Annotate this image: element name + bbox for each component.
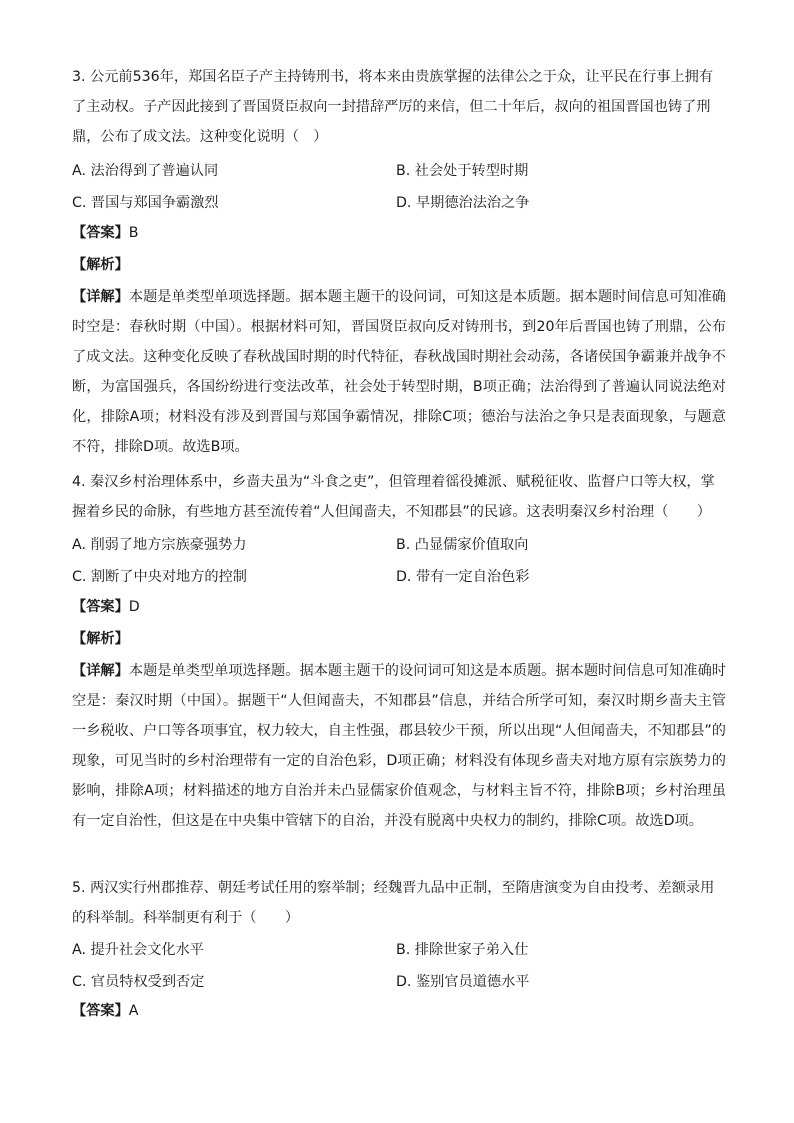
question-3-option-a: A. 法治得到了普遍认同 <box>72 163 219 179</box>
question-3-answer <box>72 218 139 248</box>
question-3-option-c: C. 晋国与郑国争霸激烈 <box>72 195 219 211</box>
question-4-analysis-label <box>72 624 129 654</box>
answer-value: D <box>128 599 140 615</box>
question-3-stem: 3. 公元前536年，郑国名臣子产主持铸刑书，将本来由贵族掌握的法律公之于众，让平民在行事上拥有了主动权。子产因此接到了晋国贤臣叔向一封措辞严厉的来信，但二十年后，叔向的祖国晋国也铸了刑鼎，公布了成文法。这种变化说明（ ） <box>72 69 714 145</box>
question-5-option-d: D. 鉴别官员道德水平 <box>396 974 530 990</box>
answer-label: 【答案】 <box>72 225 129 241</box>
question-4-option-b: B. 凸显儒家价值取向 <box>396 537 529 553</box>
answer-label: 【答案】 <box>72 599 129 615</box>
question-4-option-d: D. 带有一定自治色彩 <box>396 569 530 585</box>
detail-label: 【详解】 <box>72 663 129 679</box>
question-5-option-b: B. 排除世家子弟入仕 <box>396 942 529 958</box>
question-4-option-a: A. 削弱了地方宗族豪强势力 <box>72 537 247 553</box>
question-5-stem: 5. 两汉实行州郡推荐、朝廷考试任用的察举制；经魏晋九品中正制，至隋唐演变为自由投考、差额录用的科举制。科举制更有利于（ ） <box>72 880 715 926</box>
question-4-stem: 4. 秦汉乡村治理体系中，乡啬夫虽为“斗食之吏”，但管理着徭役摊派、赋税征收、监督户口等大权，掌握着乡民的命脉，有些地方甚至流传着“人但闻啬夫，不知郡县”的民谚。这表明秦汉乡村治理（ ） <box>72 474 715 520</box>
analysis-label: 【解析】 <box>72 631 129 647</box>
question-5-option-a: A. 提升社会文化水平 <box>72 942 204 958</box>
answer-value: A <box>128 1003 139 1019</box>
answer-value: B <box>128 225 139 241</box>
detail-text: 本题是单类型单项选择题。据本题主题干的设问词，可知这是本质题。据本题时间信息可知准确时空是：春秋时期（中国）。根据材料可知，晋国贤臣叔向反对铸刑书，到20年后晋国也铸了刑鼎，公布了成文法。这种变化反映了春秋战国时期的时代特征，春秋战国时期社会动荡，各诸侯国争霸兼并战争不断，为富国强兵，各国纷纷进行变法改革，社会处于转型时期，B项正确；法治得到了普遍认同说法绝对化，排除A项；材料没有涉及到晋国与郑国争霸情况，排除C项；德治与法治之争只是表面现象，与题意不符，排除D项。故选B项。 <box>72 289 726 455</box>
question-5-options <box>72 934 726 998</box>
answer-label: 【答案】 <box>72 1003 129 1019</box>
question-3-analysis-label <box>72 250 129 280</box>
question-4-options <box>72 529 726 593</box>
analysis-label: 【解析】 <box>72 257 129 273</box>
question-5-option-c: C. 官员特权受到否定 <box>72 974 205 990</box>
question-4-option-c: C. 割断了中央对地方的控制 <box>72 569 247 585</box>
question-5-answer <box>72 996 138 1026</box>
detail-label: 【详解】 <box>72 289 129 305</box>
question-4-answer <box>72 592 140 622</box>
question-3-detail <box>72 282 726 462</box>
question-3-option-d: D. 早期德治法治之争 <box>396 195 530 211</box>
detail-text: 本题是单类型单项选择题。据本题主题干的设问词可知这是本质题。据本题时间信息可知准确时空是：秦汉时期（中国）。据题干“人但闻啬夫，不知郡县”信息，并结合所学可知，秦汉时期乡啬夫主管一乡税收、户口等各项事宜，权力较大，自主性强，郡县较少干预，所以出现“人但闻啬夫，不知郡县”的现象，可见当时的乡村治理带有一定的自治色彩，D项正确；材料没有体现乡啬夫对地方原有宗族势力的影响，排除A项；材料描述的地方自治并未凸显儒家价值观念，与材料主旨不符，排除B项；乡村治理虽有一定自治性，但这是在中央集中管辖下的自治，并没有脱离中央权力的制约，排除C项。故选D项。 <box>72 663 726 829</box>
question-3-options <box>72 155 726 219</box>
question-4-detail <box>72 656 726 836</box>
question-3-option-b: B. 社会处于转型时期 <box>396 163 529 179</box>
